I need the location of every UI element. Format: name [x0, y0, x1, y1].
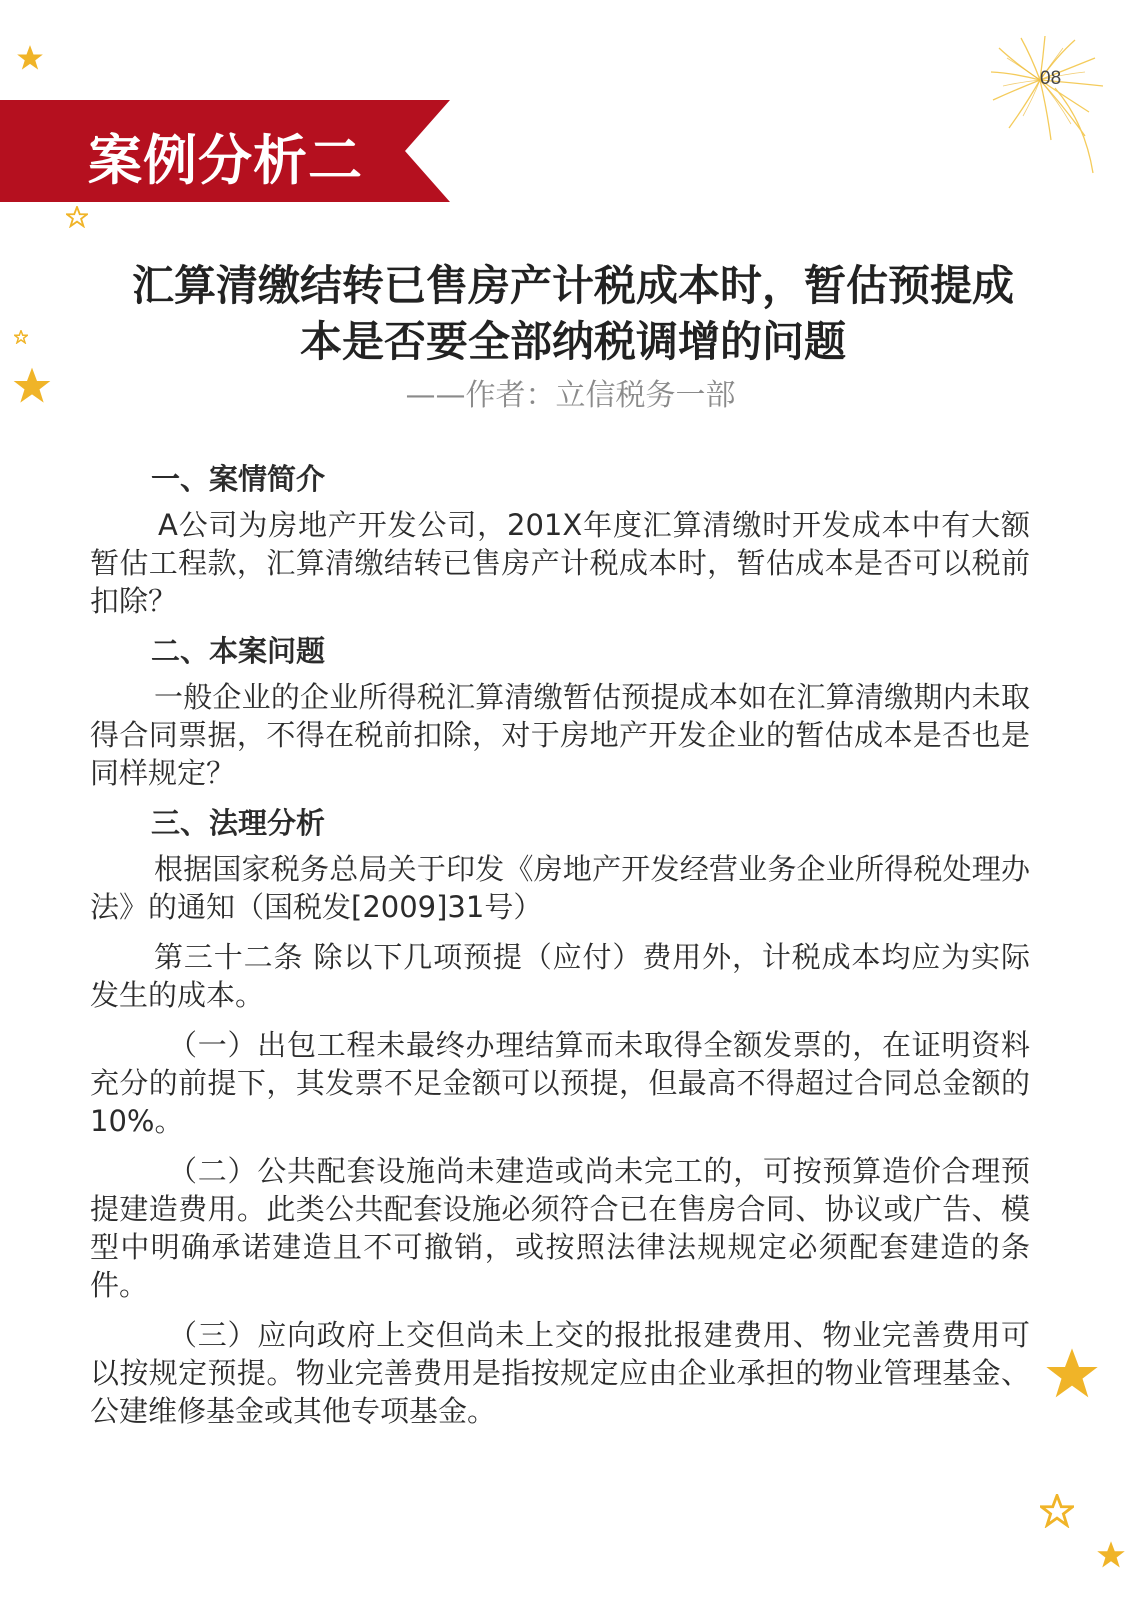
- page-number: 08: [1040, 68, 1062, 89]
- paragraph: （一）出包工程未最终办理结算而未取得全额发票的，在证明资料充分的前提下，其发票不足金额可以预提，但最高不得超过合同总金额的10%。: [90, 1028, 1030, 1138]
- section-heading: 三、法理分析: [151, 806, 326, 840]
- paragraph: 根据国家税务总局关于印发《房地产开发经营业务企业所得税处理办法》的通知（国税发[2009]31号）: [90, 852, 1030, 924]
- paragraph: 第三十二条 除以下几项预提（应付）费用外，计税成本均应为实际发生的成本。: [90, 940, 1030, 1012]
- paragraph: 一般企业的企业所得税汇算清缴暂估预提成本如在汇算清缴期内未取得合同票据，不得在税前扣除，对于房地产开发企业的暂估成本是否也是同样规定？: [90, 680, 1030, 790]
- star-outline-icon: [1040, 1494, 1074, 1528]
- author-line: ——作者：立信税务一部: [405, 378, 736, 413]
- section-heading: 一、案情简介: [151, 462, 326, 496]
- paragraph: （三）应向政府上交但尚未上交的报批报建费用、物业完善费用可以按规定预提。物业完善费用是指按规定应由企业承担的物业管理基金、公建维修基金或其他专项基金。: [90, 1318, 1030, 1428]
- title-line: 本是否要全部纳税调增的问题: [299, 317, 846, 366]
- section-heading: 二、本案问题: [151, 634, 326, 668]
- star-icon: [1096, 1540, 1126, 1570]
- star-icon: [16, 44, 44, 72]
- article-title: [60, 258, 1086, 370]
- star-icon: [1044, 1346, 1100, 1402]
- star-outline-icon: [66, 206, 88, 228]
- paragraph: （二）公共配套设施尚未建造或尚未完工的，可按预算造价合理预提建造费用。此类公共配套设施必须符合已在售房合同、协议或广告、模型中明确承诺建造且不可撤销，或按照法律法规规定必须配套建造的条件。: [90, 1154, 1030, 1302]
- title-line: 汇算清缴结转已售房产计税成本时，暂估预提成: [131, 261, 1014, 310]
- paragraph: A公司为房地产开发公司，201X年度汇算清缴时开发成本中有大额暂估工程款，汇算清缴结转已售房产计税成本时，暂估成本是否可以税前扣除？: [90, 508, 1030, 618]
- star-outline-icon: [14, 330, 28, 344]
- article-body: [90, 460, 1030, 1442]
- banner-label: 案例分析二: [88, 129, 363, 192]
- firework-icon: [985, 28, 1115, 178]
